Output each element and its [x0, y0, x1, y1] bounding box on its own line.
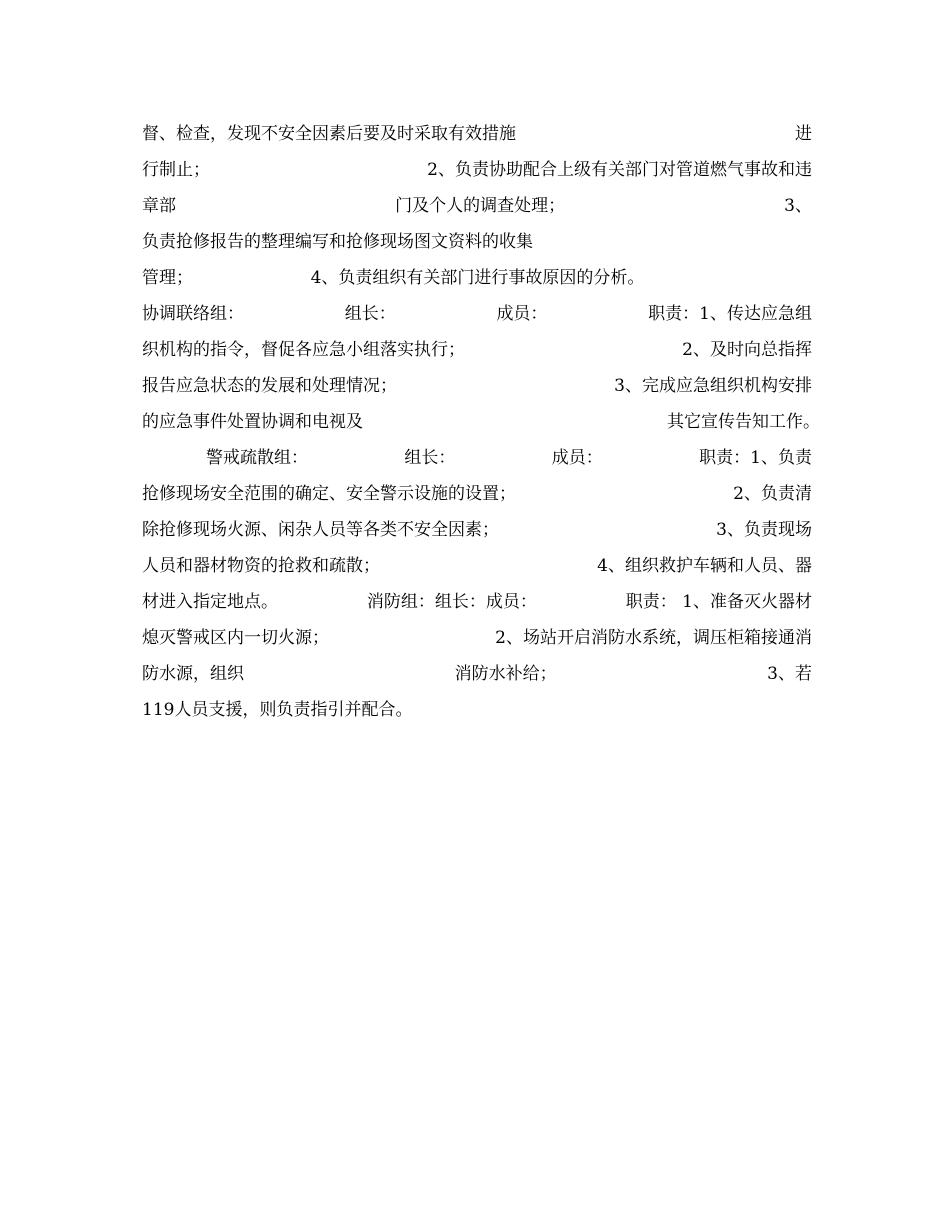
text-line-17 [142, 692, 812, 722]
text-segment: 职责： 1、准备灭火器材 [625, 591, 812, 612]
text-segment: 119人员支援，则负责指引并配合。 [142, 699, 413, 720]
text-segment: 织机构的指令，督促各应急小组落实执行； [142, 339, 465, 360]
text-segment: 成员： [496, 303, 548, 324]
text-segment: 行制止； [142, 159, 210, 180]
text-segment: 职责：1、传达应急组 [648, 303, 812, 324]
text-line-2 [142, 152, 812, 182]
text-line-3 [142, 188, 812, 218]
text-segment: 4、组织救护车辆和人员、器 [597, 555, 812, 576]
text-line-6 [142, 296, 812, 326]
text-segment: 其它宣传告知工作。 [667, 411, 820, 432]
text-segment: 3、 [784, 195, 812, 216]
text-segment: 人员和器材物资的抢救和疏散； [142, 555, 380, 576]
text-line-12 [142, 512, 812, 542]
text-segment: 防水源，组织 [142, 663, 244, 684]
text-segment: 4、负责组织有关部门进行事故原因的分析。 [310, 267, 645, 288]
text-segment: 3、完成应急组织机构安排 [614, 375, 812, 396]
text-segment: 除抢修现场火源、闲杂人员等各类不安全因素； [142, 519, 499, 540]
text-line-4 [142, 224, 812, 254]
text-line-9 [142, 404, 820, 434]
text-segment: 组长： [344, 303, 396, 324]
text-segment: 2、及时向总指挥 [682, 339, 812, 360]
text-segment: 的应急事件处置协调和电视及 [142, 411, 363, 432]
text-segment: 负责抢修报告的整理编写和抢修现场图文资料的收集 [142, 231, 533, 252]
text-line-10 [142, 440, 812, 470]
text-segment: 警戒疏散组： [206, 447, 308, 468]
text-segment: 2、负责协助配合上级有关部门对管道燃气事故和违 [427, 159, 812, 180]
text-segment: 消防组：组长：成员： [366, 591, 537, 612]
text-line-7 [142, 332, 812, 362]
text-segment: 组长： [404, 447, 456, 468]
text-segment: 熄灭警戒区内一切火源； [142, 627, 329, 648]
text-segment: 管理； [142, 267, 193, 288]
text-segment: 3、负责现场 [716, 519, 812, 540]
text-segment: 3、若 [767, 663, 812, 684]
text-segment: 协调联络组： [142, 303, 244, 324]
text-segment: 2、场站开启消防水系统，调压柜箱接通消 [495, 627, 812, 648]
text-segment: 消防水补给； [454, 663, 557, 684]
text-line-8 [142, 368, 812, 398]
text-line-11 [142, 476, 812, 506]
text-segment: 门及个人的调查处理； [395, 195, 566, 216]
text-line-16 [142, 656, 812, 686]
text-segment: 报告应急状态的发展和处理情况； [142, 375, 397, 396]
text-line-15 [142, 620, 812, 650]
text-segment: 2、负责清 [733, 483, 812, 504]
text-segment: 抢修现场安全范围的确定、安全警示设施的设置； [142, 483, 516, 504]
text-segment: 督、检查，发现不安全因素后要及时采取有效措施 [142, 123, 516, 144]
text-line-1 [142, 116, 812, 146]
text-segment: 章部 [142, 195, 176, 216]
text-line-14 [142, 584, 812, 614]
text-segment: 进 [795, 123, 812, 144]
text-segment: 材进入指定地点。 [142, 591, 278, 612]
text-line-5 [142, 260, 762, 290]
text-segment: 成员： [551, 447, 603, 468]
text-segment: 职责：1、负责 [699, 447, 812, 468]
text-line-13 [142, 548, 812, 578]
